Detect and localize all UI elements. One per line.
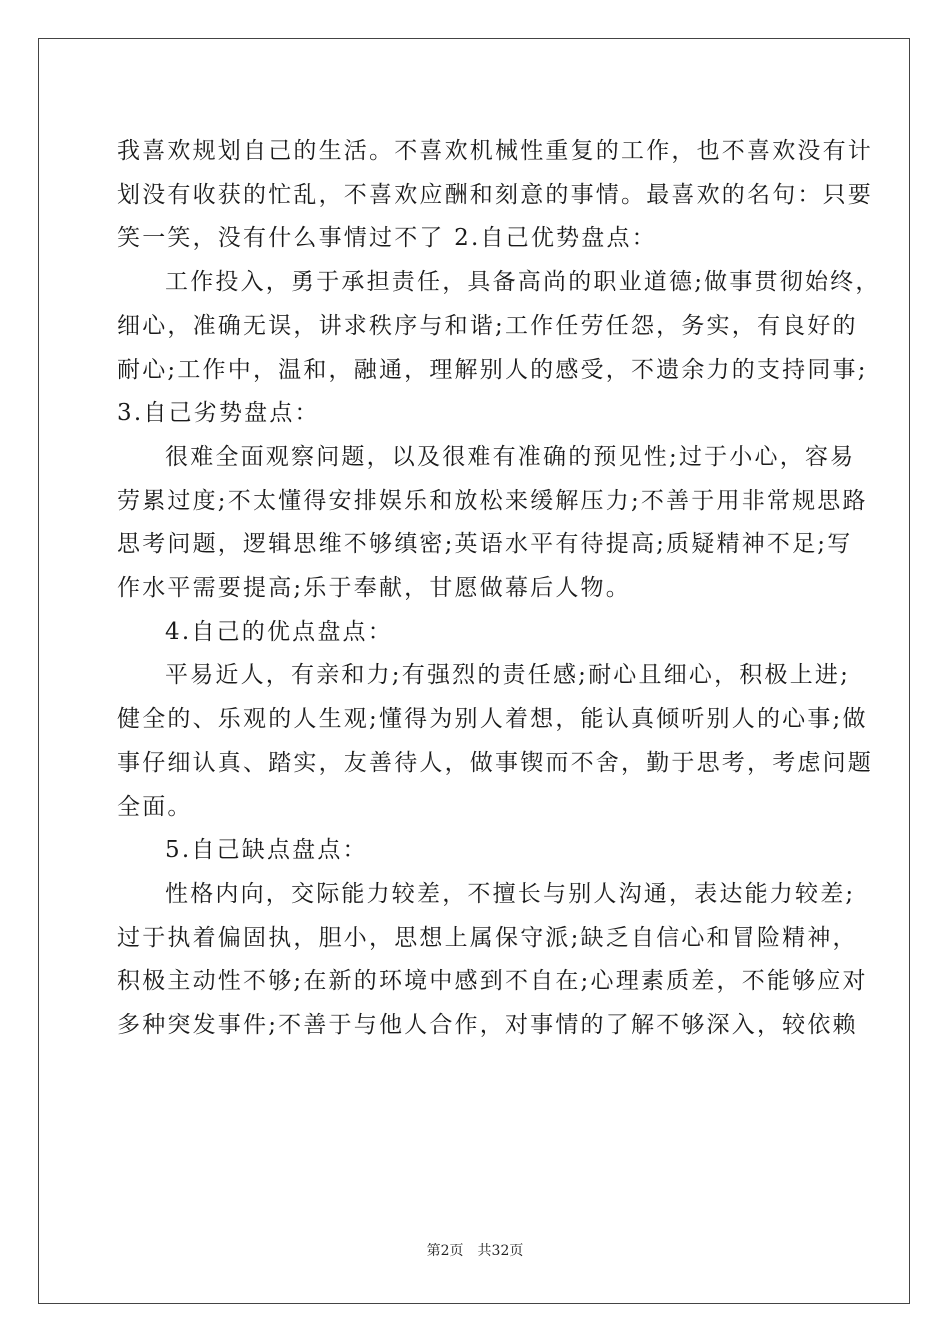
paragraph-heading-shortcomings bbox=[117, 829, 835, 873]
text-line: 过于执着偏固执，胆小，思想上属保守派;缺乏自信心和冒险精神， bbox=[117, 924, 858, 951]
text-line: 作水平需要提高;乐于奉献，甘愿做幕后人物。 bbox=[117, 575, 631, 602]
text-line: 5.自己缺点盘点： bbox=[165, 837, 368, 864]
text-line: 笑一笑，没有什么事情过不了 2.自己优势盘点： bbox=[117, 225, 657, 252]
text-line: 性格内向，交际能力较差，不擅长与别人沟通，表达能力较差; bbox=[165, 880, 856, 907]
text-line: 划没有收获的忙乱，不喜欢应酬和刻意的事情。最喜欢的名句：只要 bbox=[117, 181, 873, 208]
paragraph-strengths bbox=[117, 261, 881, 436]
text-line: 劳累过度;不太懂得安排娱乐和放松来缓解压力;不善于用非常规思路 bbox=[117, 487, 868, 514]
text-line: 工作投入，勇于承担责任，具备高尚的职业道德;做事贯彻始终， bbox=[165, 269, 881, 296]
text-line: 积极主动性不够;在新的环境中感到不自在;心理素质差，不能够应对 bbox=[117, 968, 868, 995]
page-footer bbox=[0, 1240, 950, 1260]
text-line: 很难全面观察问题，以及很难有准确的预见性;过于小心，容易 bbox=[165, 443, 856, 470]
text-line: 事仔细认真、踏实，友善待人，做事锲而不舍，勤于思考，考虑问题 bbox=[117, 749, 873, 776]
text-line: 多种突发事件;不善于与他人合作，对事情的了解不够深入，较依赖 bbox=[117, 1012, 858, 1039]
paragraph-weaknesses bbox=[117, 436, 868, 611]
text-line: 耐心;工作中，温和，融通，理解别人的感受，不遗余力的支持同事; bbox=[117, 356, 868, 383]
text-line: 全面。 bbox=[117, 793, 193, 820]
text-line: 平易近人，有亲和力;有强烈的责任感;耐心且细心，积极上进; bbox=[165, 662, 851, 689]
paragraph-heading-merits bbox=[117, 611, 835, 655]
paragraph-merits bbox=[117, 654, 873, 829]
paragraph-shortcomings bbox=[117, 873, 868, 1048]
text-line: 我喜欢规划自己的生活。不喜欢机械性重复的工作，也不喜欢没有计 bbox=[117, 138, 873, 164]
page-number: 第2页 bbox=[426, 1243, 464, 1259]
text-line: 4.自己的优点盘点： bbox=[165, 618, 393, 645]
text-line: 健全的、乐观的人生观;懂得为别人着想，能认真倾听别人的心事;做 bbox=[117, 706, 868, 733]
text-line: 思考问题，逻辑思维不够缜密;英语水平有待提高;质疑精神不足;写 bbox=[117, 531, 853, 558]
page-total: 共32页 bbox=[477, 1243, 524, 1259]
document-body bbox=[117, 130, 881, 1048]
text-line: 3.自己劣势盘点： bbox=[117, 400, 320, 427]
text-line: 细心，准确无误，讲求秩序与和谐;工作任劳任怨，务实，有良好的 bbox=[117, 312, 858, 339]
paragraph-intro bbox=[117, 130, 873, 261]
